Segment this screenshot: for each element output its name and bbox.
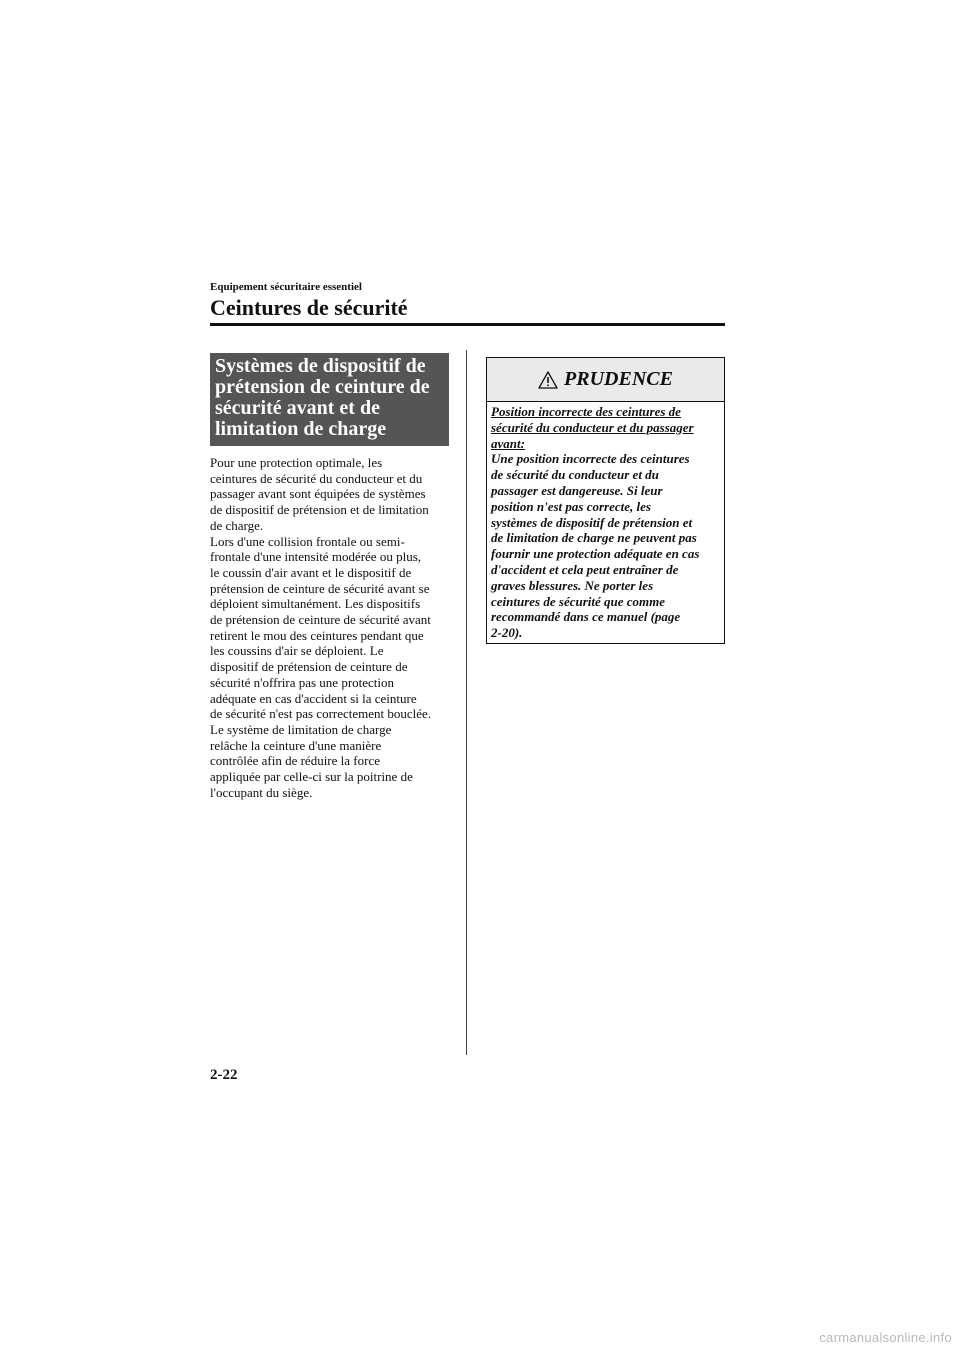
caution-title-line: avant: <box>491 435 525 451</box>
heading-line: sécurité avant et de <box>215 397 380 419</box>
caution-text <box>487 402 724 641</box>
body-line: de charge. <box>210 517 264 533</box>
heading-line: Systèmes de dispositif de <box>215 355 426 377</box>
body-line: passager avant sont équipées de systèmes <box>210 486 426 502</box>
body-line: ceintures de sécurité du conducteur et du <box>210 470 423 486</box>
body-line: retirent le mou des ceintures pendant que <box>210 627 424 643</box>
section-label: Equipement sécuritaire essentiel <box>210 281 362 293</box>
warning-triangle-icon <box>538 371 558 389</box>
page-number: 2-22 <box>210 1067 238 1083</box>
caution-line: graves blessures. Ne porter les <box>491 577 654 593</box>
title-rule <box>210 323 725 326</box>
body-line: le coussin d'air avant et le dispositif de <box>210 564 412 580</box>
body-line: déploient simultanément. Les dispositifs <box>210 596 421 612</box>
heading-line: limitation de charge <box>215 418 387 440</box>
body-line: relâche la ceinture d'une manière <box>210 737 382 753</box>
body-line: sécurité n'offrira pas une protection <box>210 674 395 690</box>
page-title: Ceintures de sécurité <box>210 295 408 320</box>
body-line: contrôlée afin de réduire la force <box>210 753 380 769</box>
caution-header <box>487 358 724 402</box>
caution-title-line: sécurité du conducteur et du passager <box>491 419 694 435</box>
caution-label: PRUDENCE <box>564 368 673 390</box>
body-line: prétension de ceinture de sécurité avant se <box>210 580 430 596</box>
caution-line: Une position incorrecte des ceintures <box>491 451 690 467</box>
caution-line: d'accident et cela peut entraîner de <box>491 561 679 577</box>
body-line: l'occupant du siège. <box>210 784 313 800</box>
body-line: de sécurité n'est pas correctement bouclée. <box>210 706 432 722</box>
watermark: carmanualsonline.info <box>819 1330 952 1345</box>
body-line: de prétension de ceinture de sécurité avant <box>210 612 431 628</box>
body-paragraph <box>210 455 470 800</box>
section-heading <box>210 353 449 446</box>
body-line: Le système de limitation de charge <box>210 721 392 737</box>
caution-line: position n'est pas correcte, les <box>491 498 651 514</box>
caution-line: ceintures de sécurité que comme <box>491 593 666 609</box>
heading-line: prétension de ceinture de <box>215 376 430 398</box>
body-line: Pour une protection optimale, les <box>210 455 383 470</box>
caution-line: passager est dangereuse. Si leur <box>491 482 663 498</box>
body-line: Lors d'une collision frontale ou semi- <box>210 533 405 549</box>
body-line: frontale d'une intensité modérée ou plus, <box>210 549 422 565</box>
body-line: appliquée par celle-ci sur la poitrine de <box>210 769 413 785</box>
body-line: les coussins d'air se déploient. Le <box>210 643 384 659</box>
caution-box <box>486 357 725 644</box>
column-divider <box>466 350 467 1055</box>
caution-line: 2-20). <box>491 625 523 641</box>
caution-line: fournir une protection adéquate en cas <box>491 546 700 562</box>
caution-line: de limitation de charge ne peuvent pas <box>491 530 697 546</box>
caution-line: de sécurité du conducteur et du <box>491 467 659 483</box>
body-line: de dispositif de prétension et de limitation <box>210 502 429 518</box>
caution-line: recommandé dans ce manuel (page <box>491 609 681 625</box>
caution-line: systèmes de dispositif de prétension et <box>491 514 693 530</box>
body-line: adéquate en cas d'accident si la ceinture <box>210 690 417 706</box>
caution-title-line: Position incorrecte des ceintures de <box>491 404 681 419</box>
body-line: dispositif de prétension de ceinture de <box>210 659 408 675</box>
